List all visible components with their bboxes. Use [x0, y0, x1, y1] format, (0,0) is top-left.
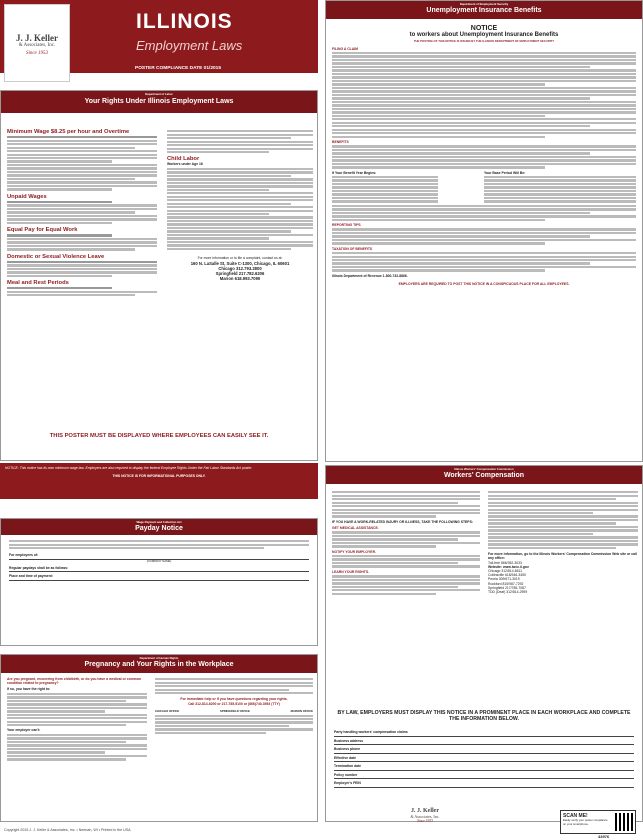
footer-logo	[380, 808, 470, 823]
workers-comp-phone: Toll-free 866/352-3033	[488, 560, 522, 565]
office-list-0: Chicago 312/814-6611	[488, 569, 523, 574]
payday-field-employees[interactable]: For employees of:	[9, 551, 309, 560]
form-field-address[interactable]: Business address	[334, 737, 634, 746]
footer-copyright: Copyright 2015 J. J. Keller & Associates, Inc. • Neenah, WI • Printed in the USA	[4, 828, 131, 832]
pregnancy-header	[1, 655, 317, 673]
office-list-5: TDD (Deaf) 312/814-2959	[488, 590, 528, 595]
form-field-phone[interactable]: Business phone	[334, 745, 634, 754]
rights-right-column	[167, 129, 313, 281]
workers-comp-header	[326, 466, 642, 484]
federal-notice-footer: THIS NOTICE IS FOR INFORMATIONAL PURPOSES ONLY.	[112, 474, 206, 479]
workers-comp-right	[488, 490, 638, 594]
office-list-4: Springfield 217/785-7087	[488, 585, 526, 590]
contact-phone-marion: Marion 618.993.7090	[219, 276, 261, 282]
footer-brand-sub: & Associates, Inc.	[410, 814, 440, 819]
benefits-heading: BENEFITS	[332, 139, 349, 144]
workers-comp-website: Website: www.iwcc.il.gov	[488, 564, 529, 569]
office-list-1: Collinsville 618/346-3450	[488, 573, 526, 578]
state-title: ILLINOIS	[136, 10, 233, 33]
reporting-heading: REPORTING TIPS	[332, 223, 361, 228]
unemployment-notice: NOTICE	[470, 25, 498, 32]
filing-claim-heading: FILING A CLAIM	[332, 46, 358, 51]
form-field-party[interactable]: Party handling workers' compensation claims	[334, 728, 634, 737]
workers-comp-poster	[325, 465, 643, 822]
table-header-left: If Your Benefit Year Begins:	[332, 170, 377, 175]
poster-title: Your Rights Under Illinois Employment Laws	[84, 97, 234, 105]
contact-address: 160 N. LaSalle St, Suite C-1300, Chicago, IL 60601	[190, 261, 290, 267]
form-field-policy[interactable]: Policy number	[334, 771, 634, 780]
office-springfield: SPRINGFIELD OFFICE	[220, 708, 250, 713]
workers-comp-title: Workers' Compensation	[443, 471, 525, 479]
federal-notice-text: NOTICE: This notice has its own minimum wage law. Employers are also required to display the federal Employee Rights Under the Fair Labor Standards Act poster.	[5, 466, 253, 470]
payday-field-place[interactable]: Place and time of payment:	[9, 572, 309, 581]
rights-left-column	[7, 129, 157, 298]
payday-title: Payday Notice	[135, 524, 183, 532]
scan-me-box[interactable]	[560, 810, 636, 834]
pregnancy-title: Pregnancy and Your Rights in the Workplace	[84, 660, 234, 668]
scan-text: Easily verify your poster compliance on your smartphone.	[563, 818, 608, 826]
unemployment-header	[326, 1, 642, 19]
child-labor-sub: Workers under Age 16	[167, 162, 203, 167]
unemployment-agency: Department of Employment Security	[459, 2, 509, 6]
domestic-violence-heading: Domestic or Sexual Violence Leave	[7, 253, 105, 260]
pregnancy-agency: Department of Human Rights	[139, 656, 179, 660]
office-chicago: CHICAGO OFFICE	[155, 708, 180, 713]
workers-comp-form	[334, 728, 634, 788]
pregnancy-if-so: If so, you have the right to:	[7, 687, 51, 692]
scan-title: SCAN ME!	[563, 813, 588, 819]
your-rights-header	[1, 91, 317, 113]
qr-code-icon	[615, 813, 633, 831]
brand-since: Since 1953	[25, 51, 49, 56]
payday-field-paydays[interactable]: Regular paydays shall be as follows:	[9, 564, 309, 573]
unemployment-notice-sub: to workers about Unemployment Insurance Benefits	[409, 32, 559, 38]
part-number: 43976	[598, 834, 610, 839]
pregnancy-right-column	[155, 677, 313, 735]
office-list-2: Peoria 309/671-3019	[488, 577, 520, 582]
step-rights: LEARN YOUR RIGHTS.	[332, 569, 370, 574]
pregnancy-rights-poster	[0, 654, 318, 822]
form-field-fein[interactable]: Employer's FEIN	[334, 779, 634, 788]
brand-sub: & Associates, Inc.	[18, 43, 56, 48]
your-rights-poster	[0, 90, 318, 461]
step-notify: NOTIFY YOUR EMPLOYER.	[332, 549, 376, 554]
footer-brand-since: Since 1953	[417, 819, 433, 823]
pregnancy-duties: Your employer can't:	[7, 728, 41, 733]
unemployment-issued: THE POSTING OF THIS NOTICE IS ISSUED BY THE ILLINOIS DEPARTMENT OF EMPLOYMENT SECURITY	[413, 39, 555, 43]
contact-phone-springfield: Springfield 217.782.6206	[215, 271, 265, 277]
form-field-effective[interactable]: Effective date	[334, 754, 634, 763]
pregnancy-phone: Call 312-814-6200 or 217-785-5100 or (866)740-3953 (TTY)	[188, 701, 280, 706]
office-list-3: Rockford 815/987-7292	[488, 581, 524, 586]
equal-pay-heading: Equal Pay for Equal Work	[7, 227, 78, 234]
meal-rest-heading: Meal and Rest Periods	[7, 279, 69, 286]
workers-comp-posting-banner: BY LAW, EMPLOYERS MUST DISPLAY THIS NOTICE IN A PROMINENT PLACE IN EACH WORKPLACE AND COMPLETE THE INFORMATION BELOW.	[337, 710, 631, 722]
agency-label: Department of Labor	[145, 92, 173, 96]
workers-comp-help: For more information, go to the Illinois Workers' Compensation Commission Web site or call any office:	[488, 552, 637, 561]
workers-comp-steps-heading: IF YOU HAVE A WORK-RELATED INJURY OR ILLNESS, TAKE THE FOLLOWING STEPS:	[332, 519, 473, 524]
unemployment-footer-banner: EMPLOYERS ARE REQUIRED TO POST THIS NOTICE IN A CONSPICUOUS PLACE FOR ALL EMPLOYEES.	[398, 282, 570, 287]
min-wage-heading: Minimum Wage $8.25 per hour and Overtime	[7, 129, 130, 135]
taxation-heading: TAXATION OF BENEFITS	[332, 246, 373, 251]
footer-brand: J. J. Keller	[411, 808, 439, 814]
pregnancy-left-column	[7, 677, 147, 762]
step-medical: GET MEDICAL ASSISTANCE.	[332, 526, 379, 531]
payday-header	[1, 519, 317, 535]
rights-footer-banner: THIS POSTER MUST BE DISPLAYED WHERE EMPLOYEES CAN EASILY SEE IT.	[49, 433, 269, 439]
contact-heading: For more information or to file a complaint, contact us at:	[197, 256, 283, 261]
table-header-right: Your Base Period Will Be:	[484, 170, 526, 175]
form-field-termination[interactable]: Termination date	[334, 762, 634, 771]
unemployment-poster	[325, 0, 643, 462]
payday-company-label: (COMPANY NAME)	[146, 558, 172, 563]
payday-notice-poster	[0, 518, 318, 646]
brand-logo	[4, 4, 70, 82]
compliance-date: POSTER COMPLIANCE DATE 01/2015	[135, 66, 222, 71]
brand-name: J. J. Keller	[16, 33, 58, 43]
child-labor-heading: Child Labor	[167, 156, 200, 163]
workers-comp-left	[332, 490, 480, 596]
pregnancy-question: Are you pregnant, recovering from childbirth, or do you have a medical or common condition related to pregnancy?	[7, 677, 141, 686]
laws-subtitle: Employment Laws	[136, 38, 243, 53]
contact-phone-chicago: Chicago 312.793.2800	[218, 266, 262, 272]
payday-agency: Wage Payment and Collection Act	[136, 520, 182, 524]
office-marion: MARION OFFICE	[290, 708, 313, 713]
workers-comp-agency: Illinois Workers' Compensation Commission	[454, 467, 514, 471]
pregnancy-contact: For immediate help or if you have questions regarding your rights.	[180, 697, 288, 702]
revenue-hotline: Illinois Department of Revenue 1-800-732-8866.	[332, 273, 408, 278]
federal-notice-strip	[0, 463, 318, 499]
unpaid-wages-heading: Unpaid Wages	[7, 193, 47, 200]
unemployment-title: Unemployment Insurance Benefits	[426, 6, 542, 14]
